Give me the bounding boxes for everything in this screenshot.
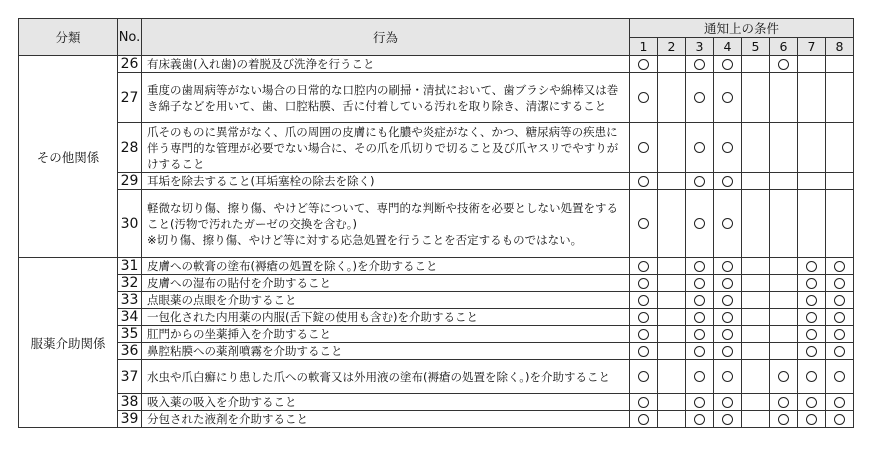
table-row xyxy=(19,73,854,123)
condition-cell-5 xyxy=(742,411,770,428)
condition-number-4: 4 xyxy=(714,38,742,56)
condition-cell-7 xyxy=(798,173,826,190)
condition-cell-1 xyxy=(630,394,658,411)
circle-mark-icon xyxy=(638,218,649,229)
condition-cell-5 xyxy=(742,309,770,326)
condition-cell-1 xyxy=(630,360,658,394)
condition-cell-1 xyxy=(630,73,658,123)
circle-mark-icon xyxy=(834,261,845,272)
condition-cell-7 xyxy=(798,360,826,394)
row-number: 34 xyxy=(118,309,142,326)
action-text: 一包化された内用薬の内服(舌下錠の使用も含む)を介助すること xyxy=(142,309,630,326)
row-number: 39 xyxy=(118,411,142,428)
circle-mark-icon xyxy=(694,92,705,103)
circle-mark-icon xyxy=(638,312,649,323)
circle-mark-icon xyxy=(834,371,845,382)
row-number: 36 xyxy=(118,343,142,360)
conditions-table xyxy=(18,18,854,428)
condition-cell-2 xyxy=(658,56,686,73)
condition-cell-3 xyxy=(686,292,714,309)
table-row xyxy=(19,275,854,292)
condition-cell-3 xyxy=(686,309,714,326)
condition-cell-7 xyxy=(798,73,826,123)
row-number: 33 xyxy=(118,292,142,309)
condition-cell-5 xyxy=(742,360,770,394)
action-text: 軽微な切り傷、擦り傷、やけど等について、専門的な判断や技術を必要としない処置をすること(汚物で汚れたガーゼの交換を含む。) ※切り傷、擦り傷、やけど等に対する応急処置を行うことを否定するものではない。 xyxy=(142,190,630,258)
condition-cell-7 xyxy=(798,309,826,326)
circle-mark-icon xyxy=(834,278,845,289)
condition-cell-2 xyxy=(658,360,686,394)
circle-mark-icon xyxy=(694,295,705,306)
condition-number-5: 5 xyxy=(742,38,770,56)
circle-mark-icon xyxy=(694,329,705,340)
action-text: 肛門からの坐薬挿入を介助すること xyxy=(142,326,630,343)
circle-mark-icon xyxy=(722,142,733,153)
condition-cell-8 xyxy=(826,309,854,326)
condition-cell-8 xyxy=(826,275,854,292)
condition-cell-8 xyxy=(826,360,854,394)
circle-mark-icon xyxy=(638,261,649,272)
condition-cell-1 xyxy=(630,173,658,190)
condition-cell-6 xyxy=(770,73,798,123)
circle-mark-icon xyxy=(834,295,845,306)
condition-cell-5 xyxy=(742,123,770,173)
circle-mark-icon xyxy=(834,397,845,408)
condition-cell-8 xyxy=(826,326,854,343)
condition-cell-4 xyxy=(714,309,742,326)
condition-cell-7 xyxy=(798,394,826,411)
table-body xyxy=(19,56,854,428)
condition-cell-3 xyxy=(686,343,714,360)
condition-cell-1 xyxy=(630,56,658,73)
row-number: 30 xyxy=(118,190,142,258)
circle-mark-icon xyxy=(638,92,649,103)
condition-cell-1 xyxy=(630,190,658,258)
condition-cell-8 xyxy=(826,173,854,190)
condition-cell-5 xyxy=(742,394,770,411)
condition-cell-7 xyxy=(798,190,826,258)
circle-mark-icon xyxy=(806,414,817,425)
action-text: 有床義歯(入れ歯)の着脱及び洗浄を行うこと xyxy=(142,56,630,73)
action-text: 点眼薬の点眼を介助すること xyxy=(142,292,630,309)
condition-cell-7 xyxy=(798,411,826,428)
circle-mark-icon xyxy=(806,295,817,306)
circle-mark-icon xyxy=(722,346,733,357)
circle-mark-icon xyxy=(778,59,789,70)
header-category: 分類 xyxy=(19,19,118,56)
circle-mark-icon xyxy=(834,312,845,323)
table-header xyxy=(19,19,854,56)
condition-cell-5 xyxy=(742,190,770,258)
circle-mark-icon xyxy=(722,59,733,70)
table-row xyxy=(19,292,854,309)
condition-cell-1 xyxy=(630,123,658,173)
circle-mark-icon xyxy=(694,371,705,382)
condition-cell-2 xyxy=(658,73,686,123)
circle-mark-icon xyxy=(834,414,845,425)
condition-cell-6 xyxy=(770,173,798,190)
row-number: 26 xyxy=(118,56,142,73)
circle-mark-icon xyxy=(638,414,649,425)
condition-cell-4 xyxy=(714,394,742,411)
condition-cell-7 xyxy=(798,326,826,343)
condition-cell-4 xyxy=(714,292,742,309)
row-number: 32 xyxy=(118,275,142,292)
condition-cell-3 xyxy=(686,173,714,190)
category-cell: 服薬介助関係 xyxy=(19,258,118,428)
condition-cell-6 xyxy=(770,343,798,360)
condition-cell-2 xyxy=(658,411,686,428)
condition-cell-3 xyxy=(686,190,714,258)
condition-number-2: 2 xyxy=(658,38,686,56)
condition-cell-2 xyxy=(658,394,686,411)
condition-cell-2 xyxy=(658,258,686,275)
condition-cell-1 xyxy=(630,275,658,292)
condition-cell-8 xyxy=(826,411,854,428)
condition-cell-6 xyxy=(770,190,798,258)
condition-cell-7 xyxy=(798,275,826,292)
circle-mark-icon xyxy=(778,414,789,425)
circle-mark-icon xyxy=(638,397,649,408)
condition-cell-2 xyxy=(658,309,686,326)
condition-cell-6 xyxy=(770,258,798,275)
condition-cell-6 xyxy=(770,309,798,326)
condition-cell-4 xyxy=(714,360,742,394)
condition-cell-5 xyxy=(742,326,770,343)
header-conditions: 通知上の条件 xyxy=(630,19,854,38)
category-cell: その他関係 xyxy=(19,56,118,258)
circle-mark-icon xyxy=(834,346,845,357)
condition-cell-6 xyxy=(770,292,798,309)
condition-number-1: 1 xyxy=(630,38,658,56)
condition-cell-2 xyxy=(658,343,686,360)
condition-cell-1 xyxy=(630,343,658,360)
condition-cell-1 xyxy=(630,292,658,309)
condition-number-6: 6 xyxy=(770,38,798,56)
condition-cell-7 xyxy=(798,123,826,173)
circle-mark-icon xyxy=(806,346,817,357)
action-text: 皮膚への軟膏の塗布(褥瘡の処置を除く。)を介助すること xyxy=(142,258,630,275)
header-no: No. xyxy=(118,19,142,56)
condition-cell-2 xyxy=(658,190,686,258)
circle-mark-icon xyxy=(806,278,817,289)
row-number: 28 xyxy=(118,123,142,173)
condition-cell-1 xyxy=(630,309,658,326)
condition-cell-4 xyxy=(714,275,742,292)
condition-cell-1 xyxy=(630,258,658,275)
circle-mark-icon xyxy=(638,278,649,289)
condition-cell-8 xyxy=(826,123,854,173)
table-row xyxy=(19,326,854,343)
condition-number-8: 8 xyxy=(826,38,854,56)
circle-mark-icon xyxy=(694,59,705,70)
row-number: 38 xyxy=(118,394,142,411)
circle-mark-icon xyxy=(778,371,789,382)
condition-cell-4 xyxy=(714,123,742,173)
circle-mark-icon xyxy=(694,414,705,425)
action-text: 爪そのものに異常がなく、爪の周囲の皮膚にも化膿や炎症がなく、かつ、糖尿病等の疾患に伴う専門的な管理が必要でない場合に、その爪を爪切りで切ること及び爪ヤスリでやすりがけすること xyxy=(142,123,630,173)
condition-cell-8 xyxy=(826,56,854,73)
circle-mark-icon xyxy=(638,59,649,70)
condition-cell-5 xyxy=(742,56,770,73)
action-text: 耳垢を除去すること(耳垢塞栓の除去を除く) xyxy=(142,173,630,190)
condition-cell-5 xyxy=(742,343,770,360)
circle-mark-icon xyxy=(694,218,705,229)
condition-cell-6 xyxy=(770,411,798,428)
condition-cell-5 xyxy=(742,275,770,292)
table-row xyxy=(19,411,854,428)
circle-mark-icon xyxy=(806,312,817,323)
condition-cell-5 xyxy=(742,258,770,275)
condition-cell-4 xyxy=(714,190,742,258)
condition-cell-7 xyxy=(798,56,826,73)
condition-cell-7 xyxy=(798,292,826,309)
condition-cell-7 xyxy=(798,343,826,360)
condition-cell-2 xyxy=(658,123,686,173)
condition-cell-5 xyxy=(742,173,770,190)
condition-cell-4 xyxy=(714,411,742,428)
circle-mark-icon xyxy=(722,218,733,229)
condition-cell-2 xyxy=(658,326,686,343)
condition-cell-1 xyxy=(630,326,658,343)
row-number: 29 xyxy=(118,173,142,190)
condition-cell-5 xyxy=(742,73,770,123)
circle-mark-icon xyxy=(638,176,649,187)
circle-mark-icon xyxy=(722,312,733,323)
circle-mark-icon xyxy=(694,261,705,272)
condition-cell-6 xyxy=(770,326,798,343)
condition-cell-3 xyxy=(686,394,714,411)
circle-mark-icon xyxy=(722,278,733,289)
condition-cell-3 xyxy=(686,326,714,343)
action-text: 吸入薬の吸入を介助すること xyxy=(142,394,630,411)
table-row xyxy=(19,360,854,394)
condition-cell-8 xyxy=(826,394,854,411)
circle-mark-icon xyxy=(694,346,705,357)
condition-cell-8 xyxy=(826,258,854,275)
circle-mark-icon xyxy=(638,371,649,382)
circle-mark-icon xyxy=(694,397,705,408)
condition-cell-4 xyxy=(714,173,742,190)
condition-cell-8 xyxy=(826,343,854,360)
condition-cell-3 xyxy=(686,258,714,275)
circle-mark-icon xyxy=(694,142,705,153)
condition-cell-7 xyxy=(798,258,826,275)
condition-cell-4 xyxy=(714,73,742,123)
table-row xyxy=(19,258,854,275)
condition-cell-4 xyxy=(714,326,742,343)
table-row xyxy=(19,343,854,360)
action-text: 皮膚への湿布の貼付を介助すること xyxy=(142,275,630,292)
circle-mark-icon xyxy=(806,371,817,382)
condition-cell-4 xyxy=(714,343,742,360)
condition-cell-3 xyxy=(686,411,714,428)
circle-mark-icon xyxy=(694,278,705,289)
circle-mark-icon xyxy=(806,261,817,272)
circle-mark-icon xyxy=(722,92,733,103)
row-number: 37 xyxy=(118,360,142,394)
circle-mark-icon xyxy=(694,312,705,323)
circle-mark-icon xyxy=(778,397,789,408)
condition-cell-6 xyxy=(770,275,798,292)
action-text: 重度の歯周病等がない場合の日常的な口腔内の刷掃・清拭において、歯ブラシや綿棒又は巻き綿子などを用いて、歯、口腔粘膜、舌に付着している汚れを取り除き、清潔にすること xyxy=(142,73,630,123)
condition-cell-5 xyxy=(742,292,770,309)
circle-mark-icon xyxy=(638,142,649,153)
row-number: 31 xyxy=(118,258,142,275)
table-row xyxy=(19,173,854,190)
circle-mark-icon xyxy=(722,371,733,382)
condition-cell-3 xyxy=(686,360,714,394)
circle-mark-icon xyxy=(806,397,817,408)
circle-mark-icon xyxy=(722,329,733,340)
condition-number-3: 3 xyxy=(686,38,714,56)
circle-mark-icon xyxy=(638,295,649,306)
condition-cell-4 xyxy=(714,56,742,73)
condition-cell-8 xyxy=(826,73,854,123)
circle-mark-icon xyxy=(638,346,649,357)
action-text: 分包された液剤を介助すること xyxy=(142,411,630,428)
condition-cell-4 xyxy=(714,258,742,275)
header-action: 行為 xyxy=(142,19,630,56)
circle-mark-icon xyxy=(722,414,733,425)
table-row xyxy=(19,190,854,258)
condition-cell-2 xyxy=(658,275,686,292)
circle-mark-icon xyxy=(834,329,845,340)
condition-cell-6 xyxy=(770,394,798,411)
condition-cell-2 xyxy=(658,292,686,309)
condition-cell-3 xyxy=(686,275,714,292)
circle-mark-icon xyxy=(638,329,649,340)
circle-mark-icon xyxy=(722,295,733,306)
table-row xyxy=(19,309,854,326)
condition-cell-6 xyxy=(770,360,798,394)
row-number: 35 xyxy=(118,326,142,343)
condition-cell-3 xyxy=(686,73,714,123)
condition-cell-3 xyxy=(686,56,714,73)
action-text: 鼻腔粘膜への薬剤噴霧を介助すること xyxy=(142,343,630,360)
circle-mark-icon xyxy=(806,329,817,340)
row-number: 27 xyxy=(118,73,142,123)
condition-cell-8 xyxy=(826,292,854,309)
circle-mark-icon xyxy=(722,261,733,272)
table-row xyxy=(19,56,854,73)
condition-cell-6 xyxy=(770,123,798,173)
condition-cell-1 xyxy=(630,411,658,428)
condition-cell-8 xyxy=(826,190,854,258)
circle-mark-icon xyxy=(722,397,733,408)
condition-cell-6 xyxy=(770,56,798,73)
table-row xyxy=(19,123,854,173)
table-row xyxy=(19,394,854,411)
circle-mark-icon xyxy=(694,176,705,187)
circle-mark-icon xyxy=(722,176,733,187)
condition-number-7: 7 xyxy=(798,38,826,56)
condition-cell-2 xyxy=(658,173,686,190)
condition-cell-3 xyxy=(686,123,714,173)
action-text: 水虫や爪白癬にり患した爪への軟膏又は外用液の塗布(褥瘡の処置を除く。)を介助すること xyxy=(142,360,630,394)
